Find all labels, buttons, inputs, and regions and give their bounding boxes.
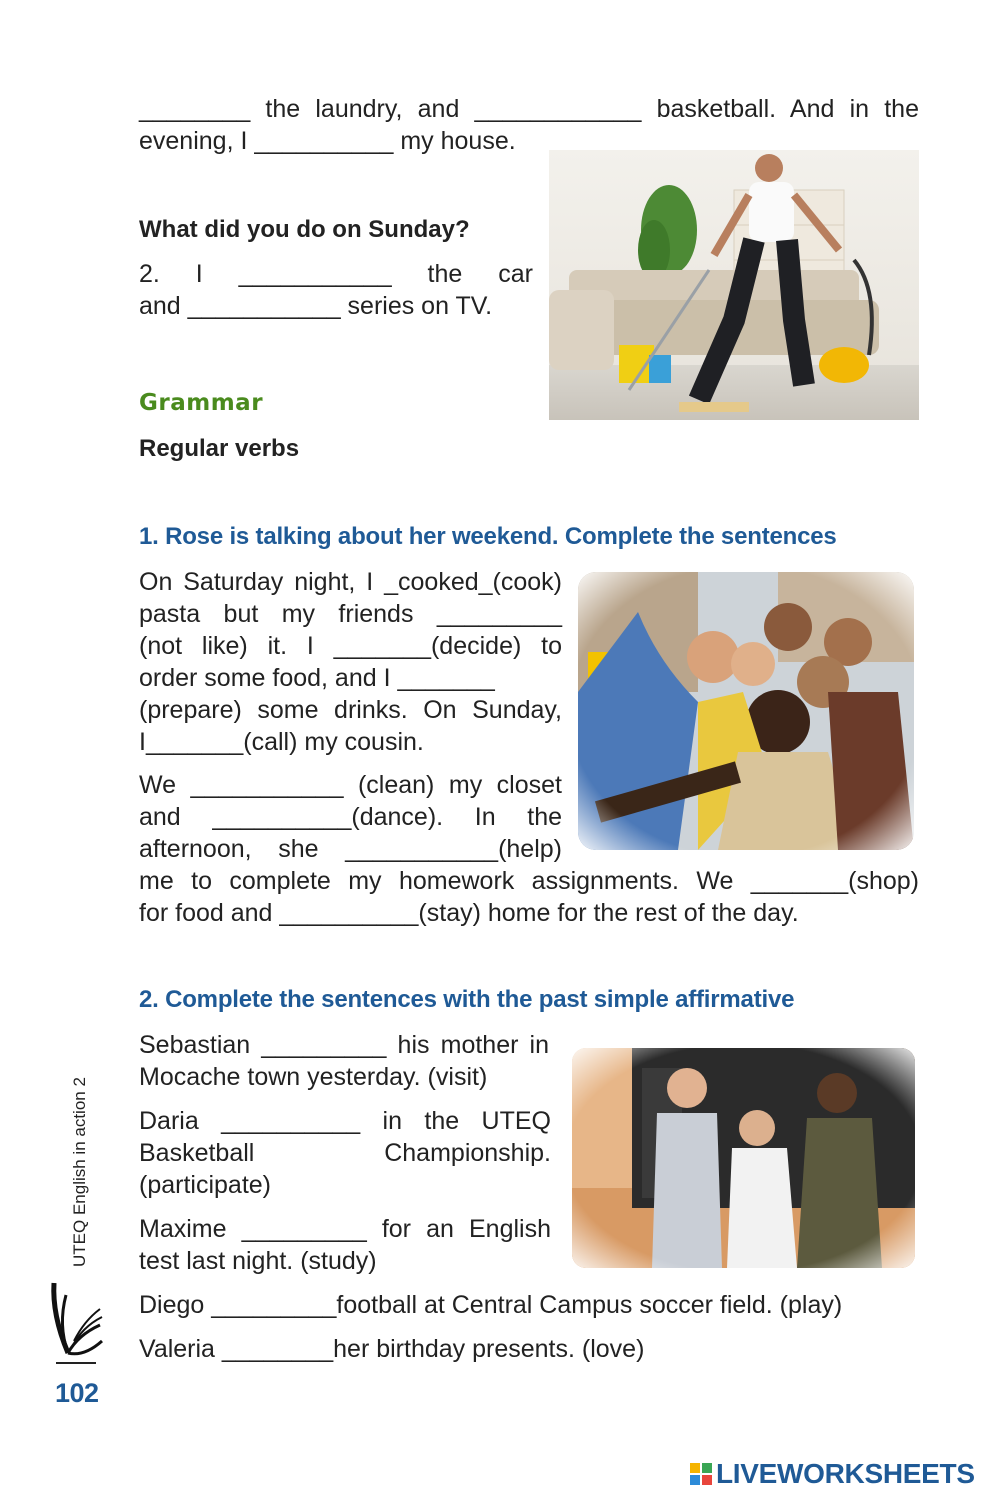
book-title: UTEQ English in action 2 bbox=[70, 1077, 89, 1268]
exercise-2-heading: 2. Complete the sentences with the past simple affirmative bbox=[139, 986, 795, 1013]
friends-selfie-photo bbox=[578, 572, 914, 850]
text-line: Basketball Championship. bbox=[139, 1139, 551, 1167]
text-line: (participate) bbox=[139, 1171, 271, 1199]
text-line: for food and __________(stay) home for the rest of the day. bbox=[139, 899, 799, 927]
text-line: (prepare) some drinks. On Sunday, bbox=[139, 696, 562, 724]
text-line: Mocache town yesterday. (visit) bbox=[139, 1063, 488, 1091]
intro-line-2: evening, I __________ my house. bbox=[139, 127, 516, 155]
cleaning-photo bbox=[549, 150, 919, 420]
text-line: order some food, and I _______ bbox=[139, 664, 495, 692]
sunday-line-2: and ___________ series on TV. bbox=[139, 292, 493, 320]
text-line: I_______(call) my cousin. bbox=[139, 728, 424, 756]
sunday-question: What did you do on Sunday? bbox=[139, 216, 470, 243]
liveworksheets-brand: LIVEWORKSHEETS bbox=[716, 1458, 975, 1489]
sunday-line-1 bbox=[139, 258, 533, 290]
exercise-1-paragraph-2-bottom bbox=[139, 865, 919, 929]
item-number: 2. bbox=[139, 260, 160, 288]
word: I bbox=[195, 260, 203, 288]
word: car bbox=[498, 260, 533, 288]
text-line: (not like) it. I _______(decide) to bbox=[139, 632, 562, 660]
word: the bbox=[427, 260, 463, 288]
text-line: On Saturday night, I _cooked_(cook) bbox=[139, 568, 562, 596]
page-number-divider bbox=[56, 1362, 96, 1364]
text-line: pasta but my friends _________ bbox=[139, 600, 562, 628]
text-line: afternoon, she ___________(help) bbox=[139, 835, 562, 863]
answer-blank[interactable]: ___________ bbox=[238, 260, 392, 288]
exercise-1-paragraph-2-top bbox=[139, 769, 562, 865]
grammar-subtitle: Regular verbs bbox=[139, 435, 300, 462]
exercise-2-item-2 bbox=[139, 1105, 551, 1201]
exercise-2-item-4: Diego _________football at Central Campus soccer field. (play) bbox=[139, 1291, 843, 1319]
text-line: and __________(dance). In the bbox=[139, 803, 562, 831]
intro-line-1: ________ the laundry, and ____________ basketball. And in the bbox=[139, 95, 919, 123]
open-book-logo-icon bbox=[44, 1275, 106, 1361]
exercise-2-item-5: Valeria ________her birthday presents. (love) bbox=[139, 1335, 645, 1363]
friends-car-photo bbox=[572, 1048, 915, 1268]
text-line: Daria __________ in the UTEQ bbox=[139, 1107, 551, 1135]
exercise-2-item-1 bbox=[139, 1029, 549, 1093]
liveworksheets-logo bbox=[690, 1458, 975, 1490]
page-number: 102 bbox=[55, 1378, 99, 1408]
liveworksheets-mark-icon bbox=[690, 1463, 712, 1485]
exercise-1-heading: 1. Rose is talking about her weekend. Complete the sentences bbox=[139, 523, 837, 550]
exercise-1-paragraph-1 bbox=[139, 566, 562, 758]
text-line: Maxime _________ for an English bbox=[139, 1215, 551, 1243]
text-line: We ___________ (clean) my closet bbox=[139, 771, 562, 799]
text-line: me to complete my homework assignments. We _______(shop) bbox=[139, 867, 919, 895]
exercise-2-item-3 bbox=[139, 1213, 551, 1277]
text-line: test last night. (study) bbox=[139, 1247, 377, 1275]
text-line: Sebastian _________ his mother in bbox=[139, 1031, 549, 1059]
grammar-title: Grammar bbox=[139, 390, 264, 416]
